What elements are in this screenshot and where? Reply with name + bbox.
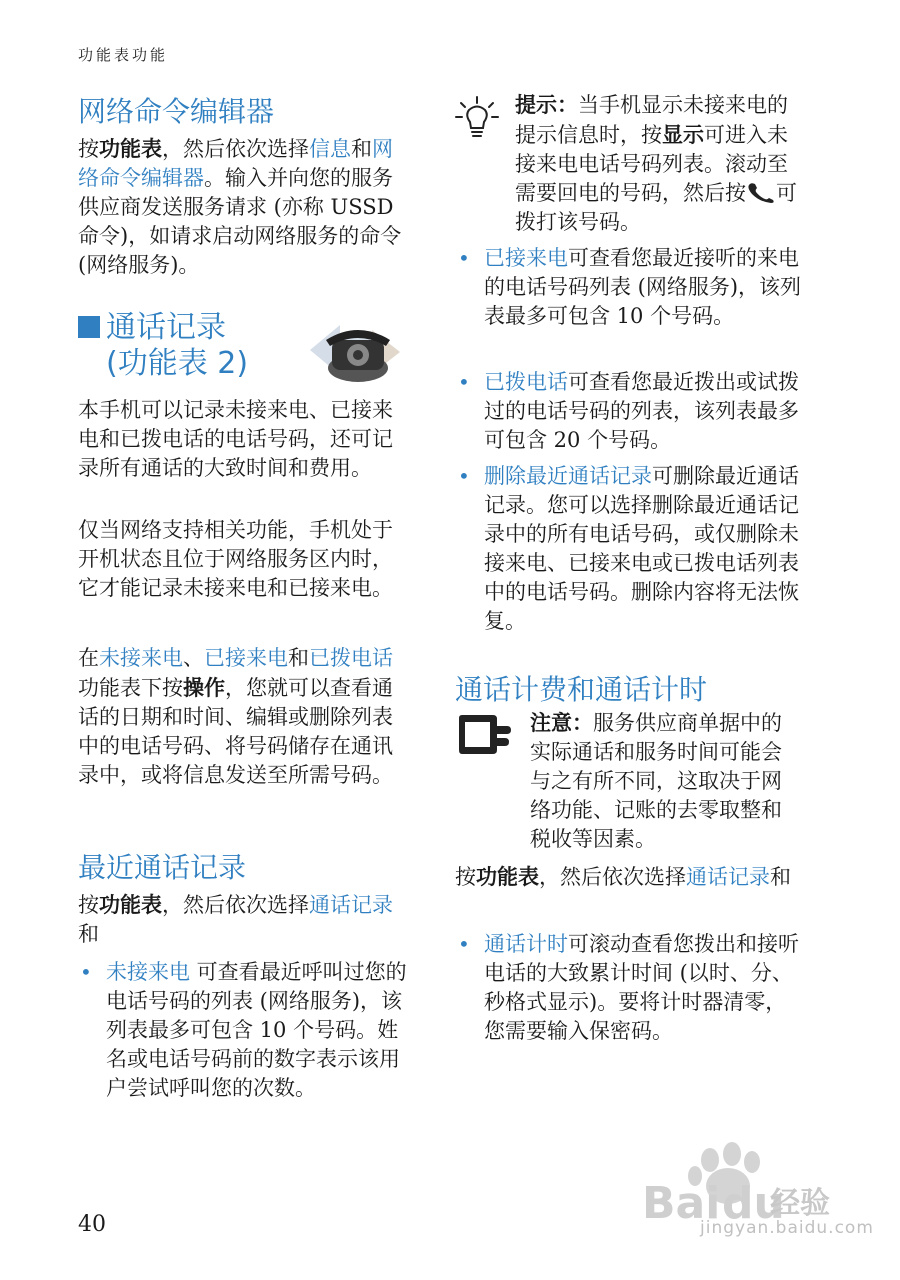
svg-text:du: du bbox=[722, 1178, 785, 1229]
bullet-dialled-numbers: 已拨电话可查看您最近拨出或试拨过的电话号码的列表，该列表最多可包含 20 个号码。 bbox=[484, 370, 799, 452]
link-info[interactable]: 信息 bbox=[309, 137, 351, 161]
paragraph-recent-calls: 按功能表，然后依次选择通话记录和 bbox=[78, 892, 393, 946]
bullet-delete-recent: 删除最近通话记录可删除最近通话记录。您可以选择删除最近通话记录中的所有电话号码，或仅删除未接来电、已接来电或已拨电话列表中的电话号码。删除内容将无法恢复。 bbox=[484, 464, 799, 633]
bullet-marker: • bbox=[458, 246, 470, 270]
chapter-square-marker bbox=[78, 316, 100, 338]
link-dialled-numbers[interactable]: 已拨电话 bbox=[309, 646, 393, 670]
bullet-marker: • bbox=[458, 464, 470, 488]
watermark-brand: 经验 bbox=[770, 1186, 830, 1221]
section-title-network-command-editor: 网络命令编辑器 bbox=[78, 95, 275, 128]
bullet-marker: • bbox=[458, 932, 470, 956]
running-header: 功能表功能 bbox=[78, 46, 169, 64]
tip-paragraph: 提示：当手机显示未接来电的提示信息时，按显示可进入未接来电电话号码列表。滚动至需要回电的号码，然后按 可拨打该号码。 bbox=[515, 92, 797, 234]
chapter-title: 通话记录 (功能表 2) bbox=[78, 310, 248, 382]
section-title-recent-calls: 最近通话记录 bbox=[78, 851, 247, 884]
link-delete-recent[interactable]: 删除最近通话记录 bbox=[484, 464, 652, 488]
watermark-url: jingyan.baidu.com bbox=[700, 1218, 874, 1238]
note-hand-icon bbox=[455, 712, 513, 756]
paragraph-network-support: 仅当网络支持相关功能，手机处于开机状态且位于网络服务区内时，它才能记录未接来电和已接来电。 bbox=[78, 518, 393, 600]
telephone-illustration bbox=[300, 310, 410, 390]
page-number: 40 bbox=[78, 1212, 106, 1237]
paragraph-call-costs: 按功能表，然后依次选择通话记录和 bbox=[455, 864, 791, 889]
bullet-received-calls: 已接来电可查看您最近接听的来电的电话号码列表 (网络服务)，该列表最多可包含 10 个号码。 bbox=[484, 246, 802, 328]
link-call-log[interactable]: 通话记录 bbox=[309, 893, 393, 917]
link-network-command-editor[interactable]: 网络命令编辑器 bbox=[78, 137, 393, 190]
note-paragraph: 注意：服务供应商单据中的实际通话和服务时间可能会与之有所不同，这取决于网络功能、记账的去零取整和税收等因素。 bbox=[530, 710, 782, 851]
link-received-calls-2[interactable]: 已接来电 bbox=[484, 246, 568, 270]
bullet-call-timers: 通话计时可滚动查看您拨出和接听电话的大致累计时间 (以时、分、秒格式显示)。要将计时器清零，您需要输入保密码。 bbox=[484, 932, 799, 1043]
paragraph-network-command: 按功能表，然后依次选择信息和网络命令编辑器。输入并向您的服务供应商发送服务请求 (亦称 USSD 命令)，如请求启动网络服务的命令 (网络服务)。 bbox=[78, 136, 402, 277]
link-call-log-2[interactable]: 通话记录 bbox=[686, 865, 770, 889]
link-call-timers[interactable]: 通话计时 bbox=[484, 932, 568, 956]
link-missed-calls-2[interactable]: 未接来电 bbox=[106, 960, 190, 984]
link-received-calls[interactable]: 已接来电 bbox=[204, 646, 288, 670]
call-key-icon bbox=[746, 181, 776, 203]
paragraph-menu-options: 在未接来电、已接来电和已拨电话功能表下按操作，您就可以查看通话的日期和时间、编辑或删除列表中的电话号码、将号码储存在通讯录中，或将信息发送至所需号码。 bbox=[78, 646, 393, 787]
tip-lightbulb-icon bbox=[455, 95, 499, 139]
paragraph-intro: 本手机可以记录未接来电、已接来电和已拨电话的电话号码，还可记录所有通话的大致时间和费用。 bbox=[78, 398, 393, 480]
bullet-missed-calls: 未接来电 可查看最近呼叫过您的电话号码的列表 (网络服务)，该列表最多可包含 10 个号码。姓名或电话号码前的数字表示该用户尝试呼叫您的次数。 bbox=[106, 960, 407, 1100]
bullet-marker: • bbox=[458, 370, 470, 394]
section-title-call-costs: 通话计费和通话计时 bbox=[455, 673, 708, 706]
link-missed-calls[interactable]: 未接来电 bbox=[99, 646, 183, 670]
link-dialled-numbers-2[interactable]: 已拨电话 bbox=[484, 370, 568, 394]
svg-text:Bai: Bai bbox=[642, 1178, 721, 1229]
bullet-marker: • bbox=[80, 960, 92, 984]
